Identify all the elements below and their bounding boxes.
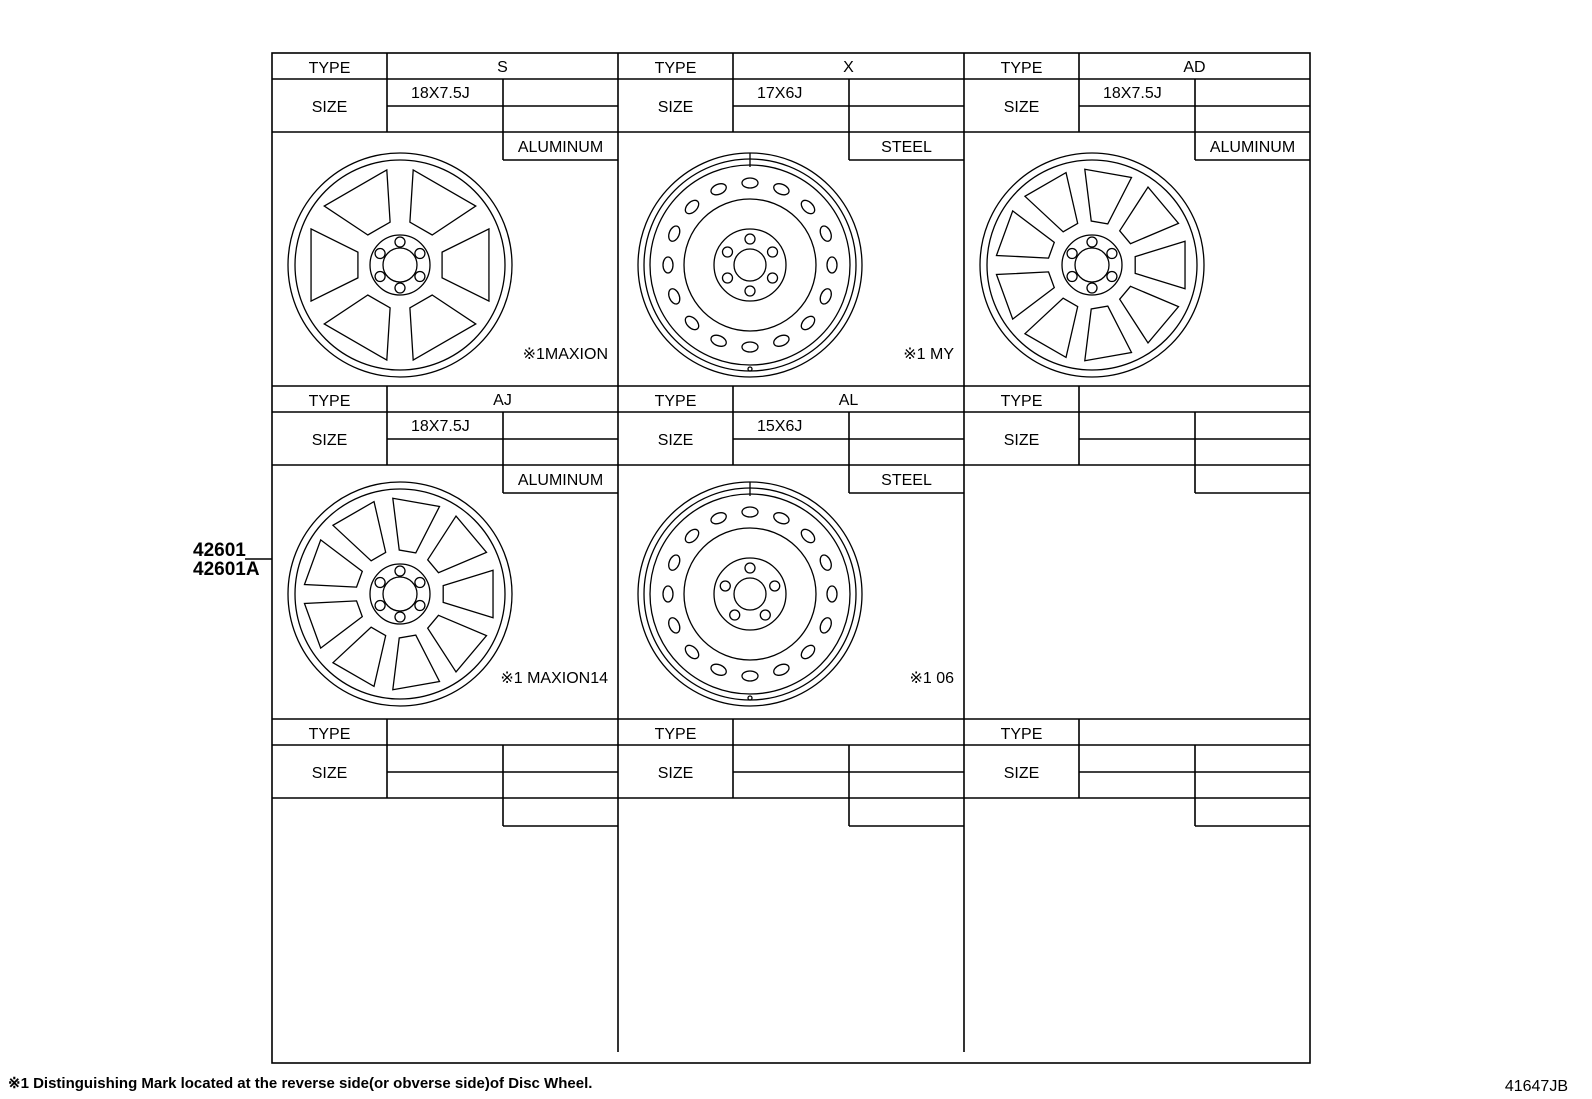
type-label: TYPE [308,393,351,410]
type-value: AJ [493,392,512,409]
wheel-drawing [638,482,862,706]
size-label: SIZE [1003,765,1040,782]
distinguishing-mark: ※1MAXION [522,346,608,363]
wheel-cell [655,726,697,782]
wheel-cell [309,726,351,782]
material-label: ALUMINUM [517,472,604,489]
type-value: AD [1183,59,1206,76]
size-label: SIZE [657,765,694,782]
footnote: ※1 Distinguishing Mark located at the reverse side(or obverse side)of Disc Wheel. [8,1075,593,1092]
wheel-drawing [288,153,512,377]
size-label: SIZE [311,432,348,449]
type-label: TYPE [654,60,697,77]
distinguishing-mark: ※1 06 [909,670,954,687]
chart-cells [288,59,1295,782]
part-number-callout [193,540,272,580]
material-label: ALUMINUM [1209,139,1296,156]
type-label: TYPE [1000,726,1043,743]
material-label: STEEL [881,472,932,489]
type-value: S [497,59,508,76]
type-value: X [843,59,854,76]
distinguishing-mark: ※1 MAXION14 [500,670,608,687]
size-label: SIZE [657,432,694,449]
part-number-2: 42601A [193,559,260,580]
type-label: TYPE [654,726,697,743]
wheel-cell [1001,726,1043,782]
distinguishing-mark: ※1 MY [903,346,954,363]
size-value: 18X7.5J [1103,85,1162,102]
wheel-cell [1001,393,1043,449]
type-label: TYPE [308,60,351,77]
chart-grid [272,53,1310,1063]
size-value: 18X7.5J [411,85,470,102]
size-label: SIZE [657,99,694,116]
type-label: TYPE [1000,60,1043,77]
size-label: SIZE [311,765,348,782]
type-label: TYPE [308,726,351,743]
type-label: TYPE [654,393,697,410]
wheel-drawing [288,482,512,706]
illustration-id: 41647JB [1504,1078,1568,1095]
size-label: SIZE [1003,432,1040,449]
material-label: STEEL [881,139,932,156]
material-label: ALUMINUM [517,139,604,156]
size-value: 17X6J [757,85,803,102]
type-value: AL [838,392,859,409]
wheel-drawing [980,153,1204,377]
size-value: 18X7.5J [411,418,470,435]
size-label: SIZE [1003,99,1040,116]
size-value: 15X6J [757,418,803,435]
wheel-drawing [638,153,862,377]
type-label: TYPE [1000,393,1043,410]
part-number-1: 42601 [193,540,246,561]
size-label: SIZE [311,99,348,116]
